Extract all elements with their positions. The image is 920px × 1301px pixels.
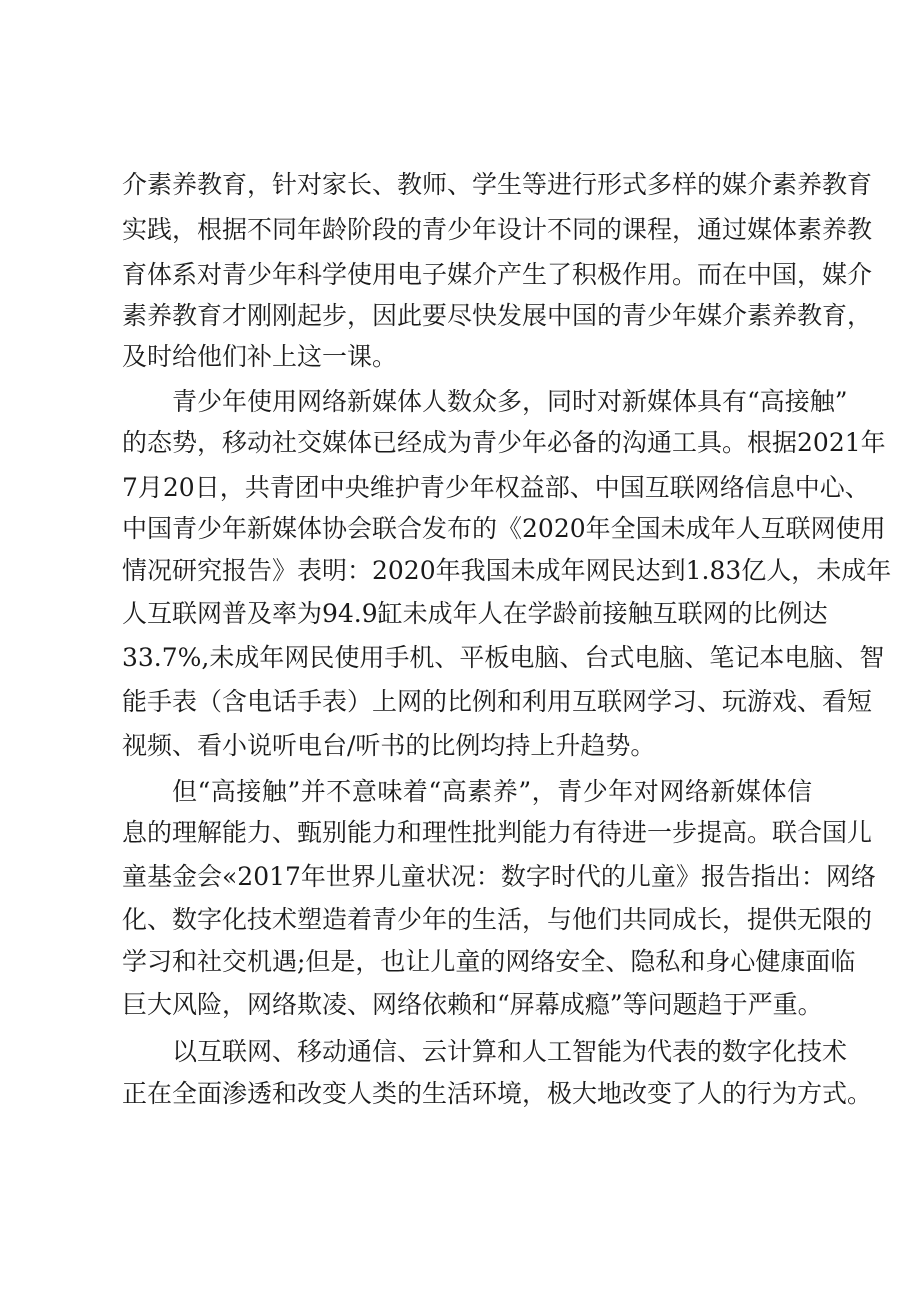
text-line: 中国青少年新媒体协会联合发布的《2020年全国未成年人互联网使用 — [122, 514, 886, 543]
text-line: 素养教育才刚刚起步，因此要尽快发展中国的青少年媒介素养教育， — [122, 301, 873, 330]
text-line: 巨大风险，网络欺凌、网络依赖和“屏幕成瘾”等问题趋于严重。 — [122, 990, 823, 1019]
text-line: 化、数字化技术塑造着青少年的生活，与他们共同成长，提供无限的 — [122, 905, 873, 934]
text-line: 童基金会«2017年世界儿童状况：数字时代的儿童》报告指出：网络 — [122, 862, 876, 891]
text-line: 学习和社交机遇;但是，也让儿童的网络安全、隐私和身心健康面临 — [122, 947, 856, 976]
text-line: 视频、看小说听电台/听书的比例均持上升趋势。 — [122, 731, 656, 760]
paragraph-start: 青少年使用网络新媒体人数众多，同时对新媒体具有“高接触” — [172, 387, 848, 416]
text-line: 实践，根据不同年龄阶段的青少年设计不同的课程，通过媒体素养教 — [122, 215, 873, 244]
text-line: 正在全面渗透和改变人类的生活环境，极大地改变了人的行为方式。 — [122, 1079, 873, 1108]
text-line: 33.7%,未成年网民使用手机、平板电脑、台式电脑、笔记本电脑、智 — [122, 643, 885, 672]
text-line: 7月20日，共青团中央维护青少年权益部、中国互联网络信息中心、 — [122, 473, 870, 502]
text-line: 人互联网普及率为94.9缸未成年人在学龄前接触互联网的比例达 — [122, 599, 828, 628]
text-line: 育体系对青少年科学使用电子媒介产生了积极作用。而在中国，媒介 — [122, 260, 873, 289]
paragraph-start: 但“高接触”并不意味着“高素养”，青少年对网络新媒体信 — [172, 777, 812, 806]
text-line: 能手表（含电话手表）上网的比例和利用互联网学习、玩游戏、看短 — [122, 687, 873, 716]
text-line: 介素养教育，针对家长、教师、学生等进行形式多样的媒介素养教育 — [122, 170, 873, 199]
text-line: 的态势，移动社交媒体已经成为青少年必备的沟通工具。根据2021年 — [122, 428, 886, 457]
text-line: 息的理解能力、甄别能力和理性批判能力有待进一步提高。联合国儿 — [122, 818, 873, 847]
text-line: 及时给他们补上这一课。 — [122, 342, 398, 371]
text-line: 情况研究报告》表明：2020年我国未成年网民达到1.83亿人，未成年 — [122, 556, 892, 585]
paragraph-start: 以互联网、移动通信、云计算和人工智能为代表的数字化技术 — [172, 1037, 848, 1066]
